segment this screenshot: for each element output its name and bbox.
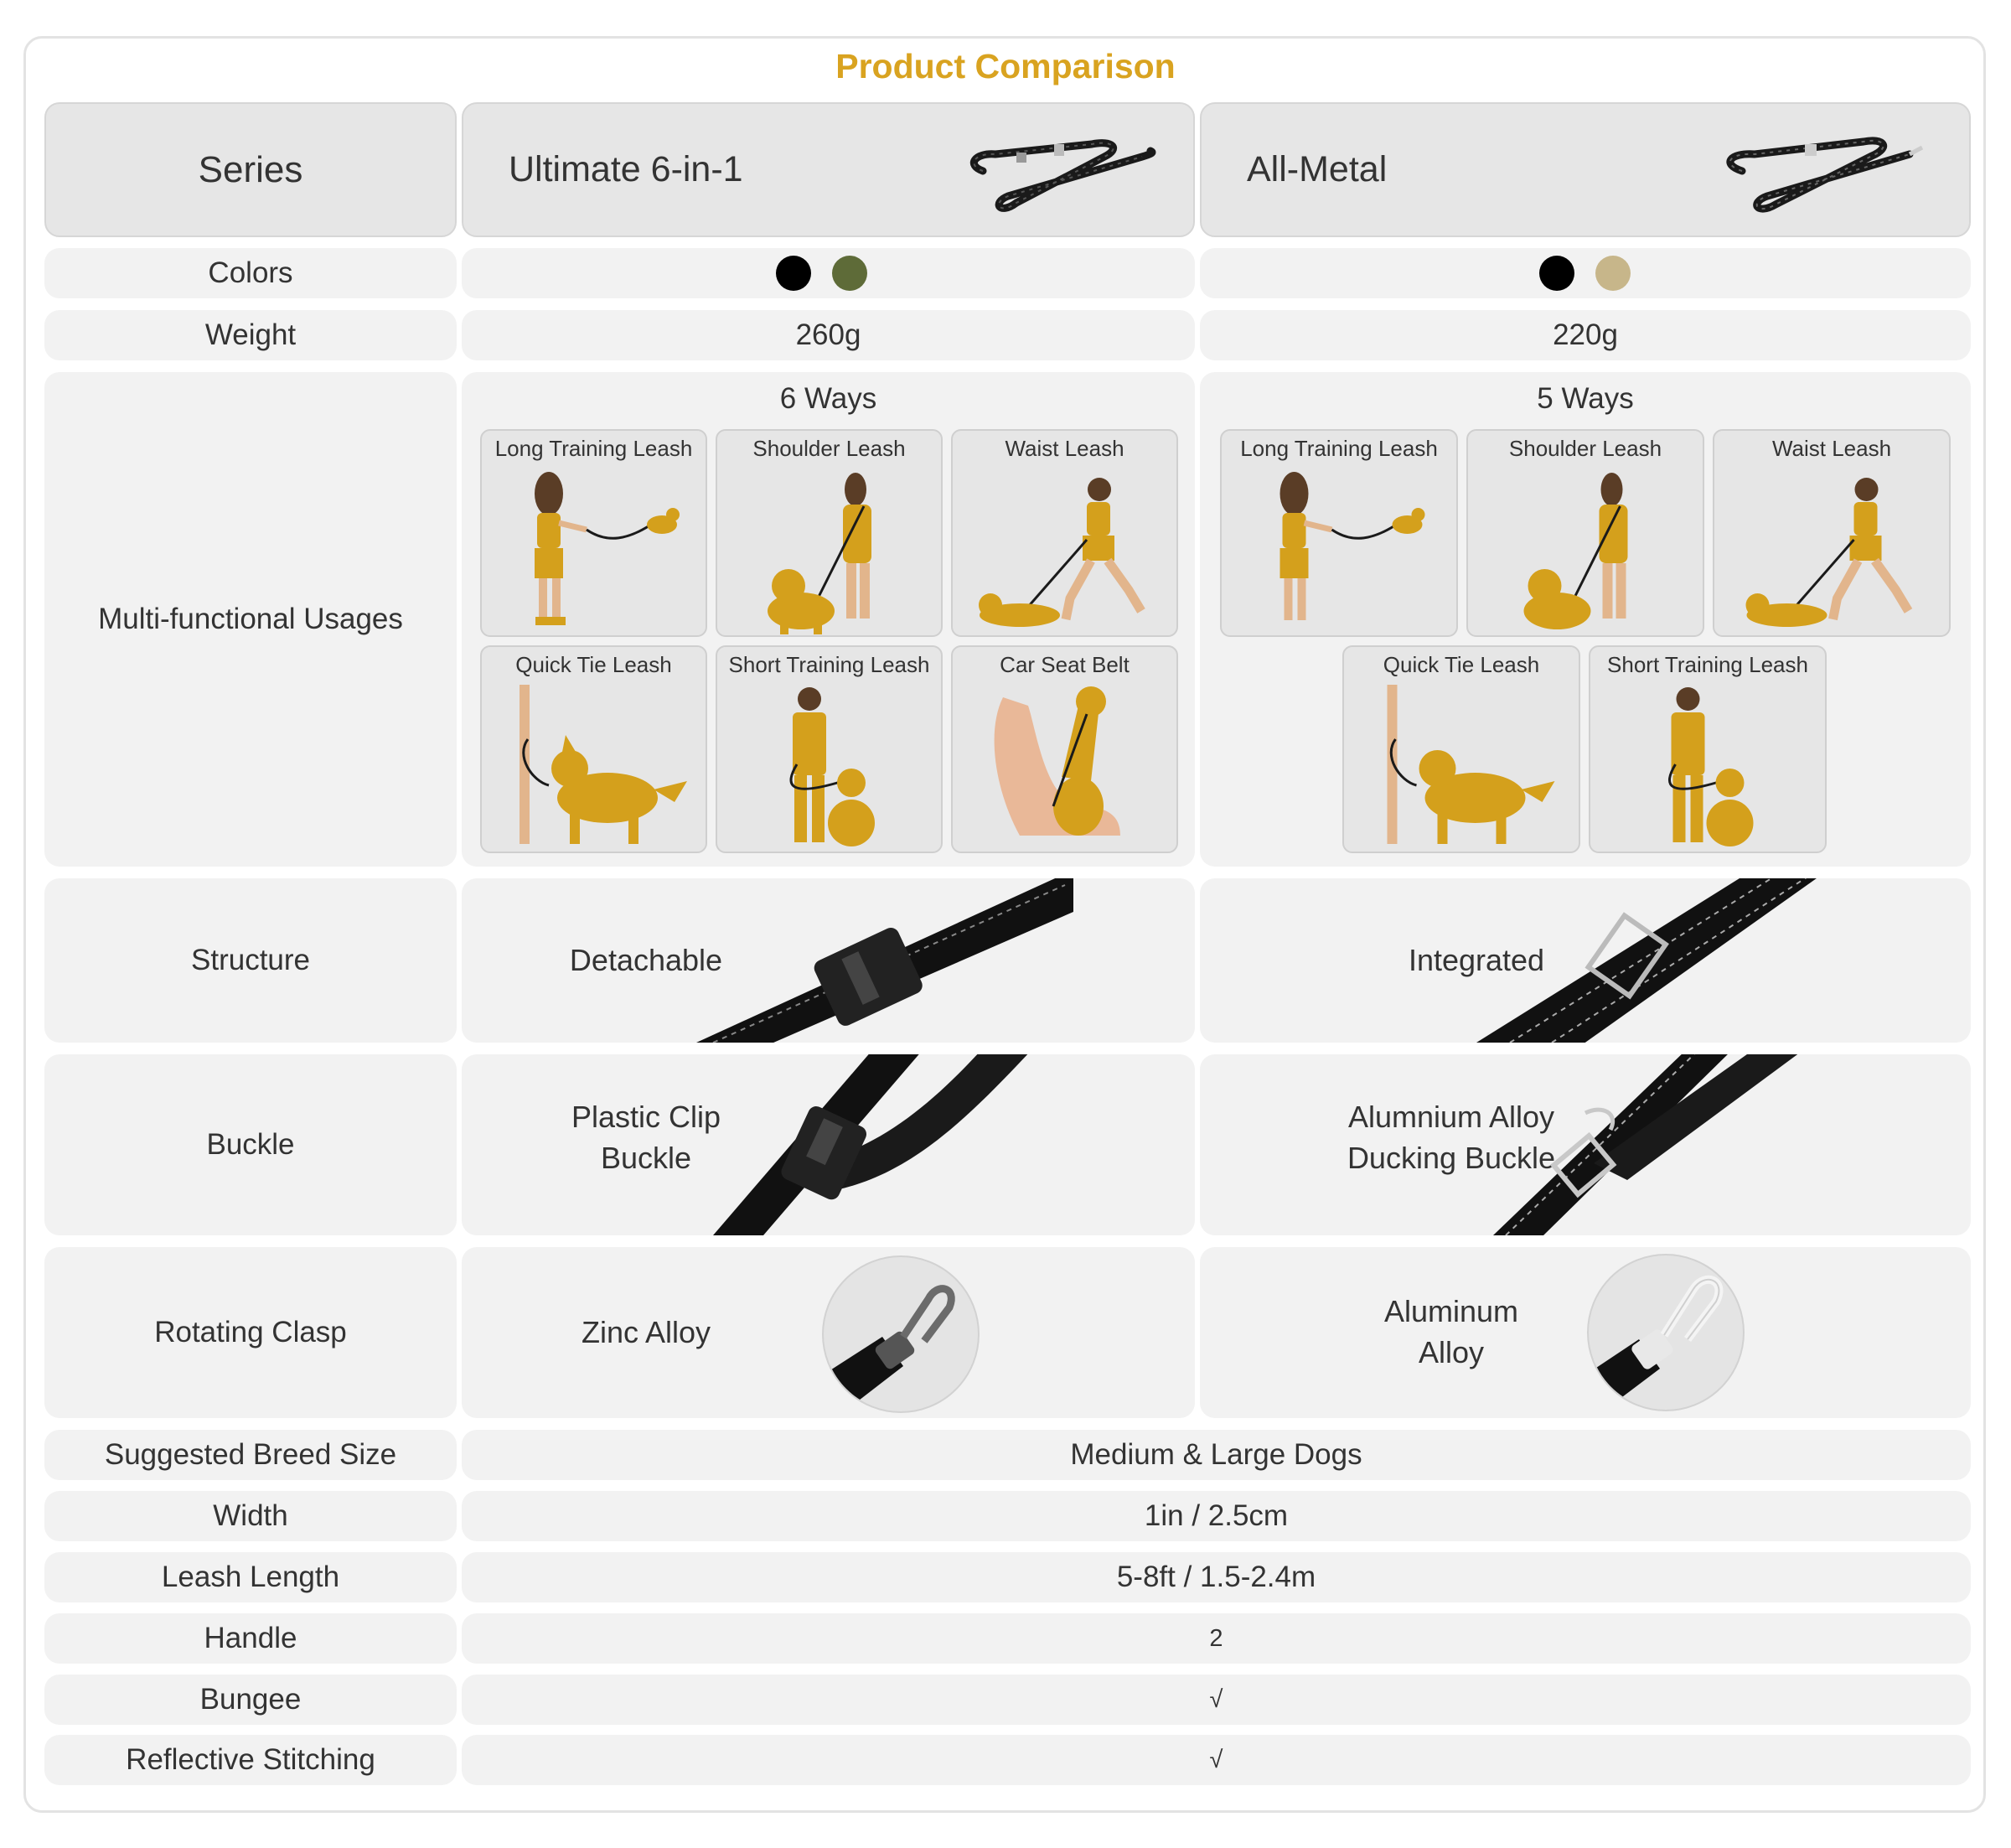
buckle-ultimate	[462, 1054, 1195, 1235]
structure-value: Detachable	[569, 943, 723, 977]
quick-tie-figure-icon	[1344, 681, 1580, 853]
width-value: 1in / 2.5cm	[462, 1491, 1971, 1541]
bungee-label: Bungee	[44, 1675, 457, 1725]
color-swatch-black[interactable]	[776, 256, 811, 291]
usage-tile-shoulder	[1466, 429, 1704, 637]
long-training-figure-icon	[1222, 464, 1458, 637]
clasp-value	[520, 1312, 772, 1353]
weight-label: Weight	[44, 310, 457, 360]
usage-tile-quick-tie	[480, 645, 707, 853]
reflective-label: Reflective Stitching	[44, 1735, 457, 1785]
weight-all-metal: 220g	[1200, 310, 1971, 360]
breed-label: Suggested Breed Size	[44, 1430, 457, 1480]
buckle-line-1: Plastic Clip	[571, 1100, 721, 1134]
shoulder-figure-icon	[1468, 464, 1704, 637]
buckle-line-2: Buckle	[600, 1141, 692, 1175]
page-title: Product Comparison	[835, 47, 1176, 85]
structure-value: Integrated	[1408, 943, 1545, 977]
usage-tile-long-training	[480, 429, 707, 637]
usage-caption: Shoulder Leash	[752, 436, 906, 461]
buckle-line-2: Ducking Buckle	[1347, 1141, 1556, 1175]
usage-caption: Long Training Leash	[1240, 436, 1438, 461]
structure-label: Structure	[44, 878, 457, 1043]
handle-label: Handle	[44, 1613, 457, 1664]
usage-caption: Quick Tie Leash	[515, 652, 672, 677]
car-seat-figure-icon	[953, 681, 1178, 853]
usages-ultimate	[462, 372, 1195, 867]
product-name: Ultimate 6-in-1	[509, 149, 743, 189]
breed-value: Medium & Large Dogs	[462, 1430, 1971, 1480]
clasp-all-metal	[1200, 1247, 1971, 1418]
waist-figure-icon	[953, 464, 1178, 637]
clasp-line-2: Alloy	[1418, 1335, 1485, 1369]
zinc-clasp-photo	[822, 1255, 980, 1413]
product-header-ultimate	[462, 102, 1195, 237]
usage-caption: Shoulder Leash	[1508, 436, 1662, 461]
color-swatch-black[interactable]	[1539, 256, 1574, 291]
usage-tile-short-training	[716, 645, 943, 853]
zinc-clasp-icon	[824, 1257, 978, 1411]
length-value: 5-8ft / 1.5-2.4m	[462, 1552, 1971, 1602]
colors-ultimate	[462, 248, 1195, 298]
usage-tile-short-training	[1589, 645, 1827, 853]
length-label: Leash Length	[44, 1552, 457, 1602]
colors-all-metal	[1200, 248, 1971, 298]
usage-tile-waist	[1713, 429, 1951, 637]
product-name: All-Metal	[1247, 149, 1388, 189]
usage-tile-car-seat	[951, 645, 1178, 853]
ways-count: 6 Ways	[779, 382, 877, 415]
long-training-figure-icon	[482, 464, 707, 637]
leash-icon	[1717, 121, 1926, 221]
usage-caption: Long Training Leash	[494, 436, 693, 461]
integrated-loop-icon	[1476, 878, 1853, 1043]
usage-tile-waist	[951, 429, 1178, 637]
usage-caption: Car Seat Belt	[1000, 652, 1130, 677]
buckle-label: Buckle	[44, 1054, 457, 1235]
quick-tie-figure-icon	[482, 681, 707, 853]
structure-all-metal	[1200, 878, 1971, 1043]
metal-ducking-buckle-icon	[1485, 1054, 1862, 1235]
short-training-figure-icon	[1590, 681, 1827, 853]
aluminum-clasp-icon	[1589, 1255, 1743, 1410]
buckle-all-metal	[1200, 1054, 1971, 1235]
color-swatch-tan[interactable]	[1595, 256, 1631, 291]
buckle-line-1: Alumnium Alloy	[1347, 1100, 1555, 1134]
usage-tile-quick-tie	[1342, 645, 1580, 853]
usages-all-metal	[1200, 372, 1971, 867]
width-label: Width	[44, 1491, 457, 1541]
series-header: Series	[44, 102, 457, 237]
reflective-value: √	[462, 1735, 1971, 1785]
clasp-ultimate	[462, 1247, 1195, 1418]
usage-caption: Waist Leash	[1005, 436, 1124, 461]
weight-ultimate: 260g	[462, 310, 1195, 360]
clasp-line-1: Zinc Alloy	[581, 1315, 711, 1349]
short-training-figure-icon	[717, 681, 943, 853]
shoulder-figure-icon	[717, 464, 943, 637]
usage-tile-shoulder	[716, 429, 943, 637]
clasp-label: Rotating Clasp	[44, 1247, 457, 1418]
usage-caption: Waist Leash	[1771, 436, 1892, 461]
clasp-line-1: Aluminum	[1383, 1294, 1519, 1328]
detachable-buckle-icon	[696, 878, 1073, 1043]
usages-label: Multi-functional Usages	[44, 372, 457, 867]
usage-caption: Quick Tie Leash	[1383, 652, 1540, 677]
clasp-value	[1326, 1291, 1577, 1373]
waist-figure-icon	[1714, 464, 1951, 637]
plastic-clip-buckle-icon	[713, 1054, 1048, 1235]
leash-icon	[966, 119, 1159, 220]
colors-label: Colors	[44, 248, 457, 298]
color-swatch-olive[interactable]	[832, 256, 867, 291]
bungee-value: √	[462, 1675, 1971, 1725]
usage-caption: Short Training Leash	[728, 652, 930, 677]
usage-caption: Short Training Leash	[1607, 652, 1808, 677]
aluminum-clasp-photo	[1587, 1254, 1745, 1411]
product-header-all-metal	[1200, 102, 1971, 237]
handle-value: 2	[462, 1613, 1971, 1664]
structure-ultimate	[462, 878, 1195, 1043]
ways-count: 5 Ways	[1537, 382, 1634, 415]
usage-tile-long-training	[1220, 429, 1458, 637]
